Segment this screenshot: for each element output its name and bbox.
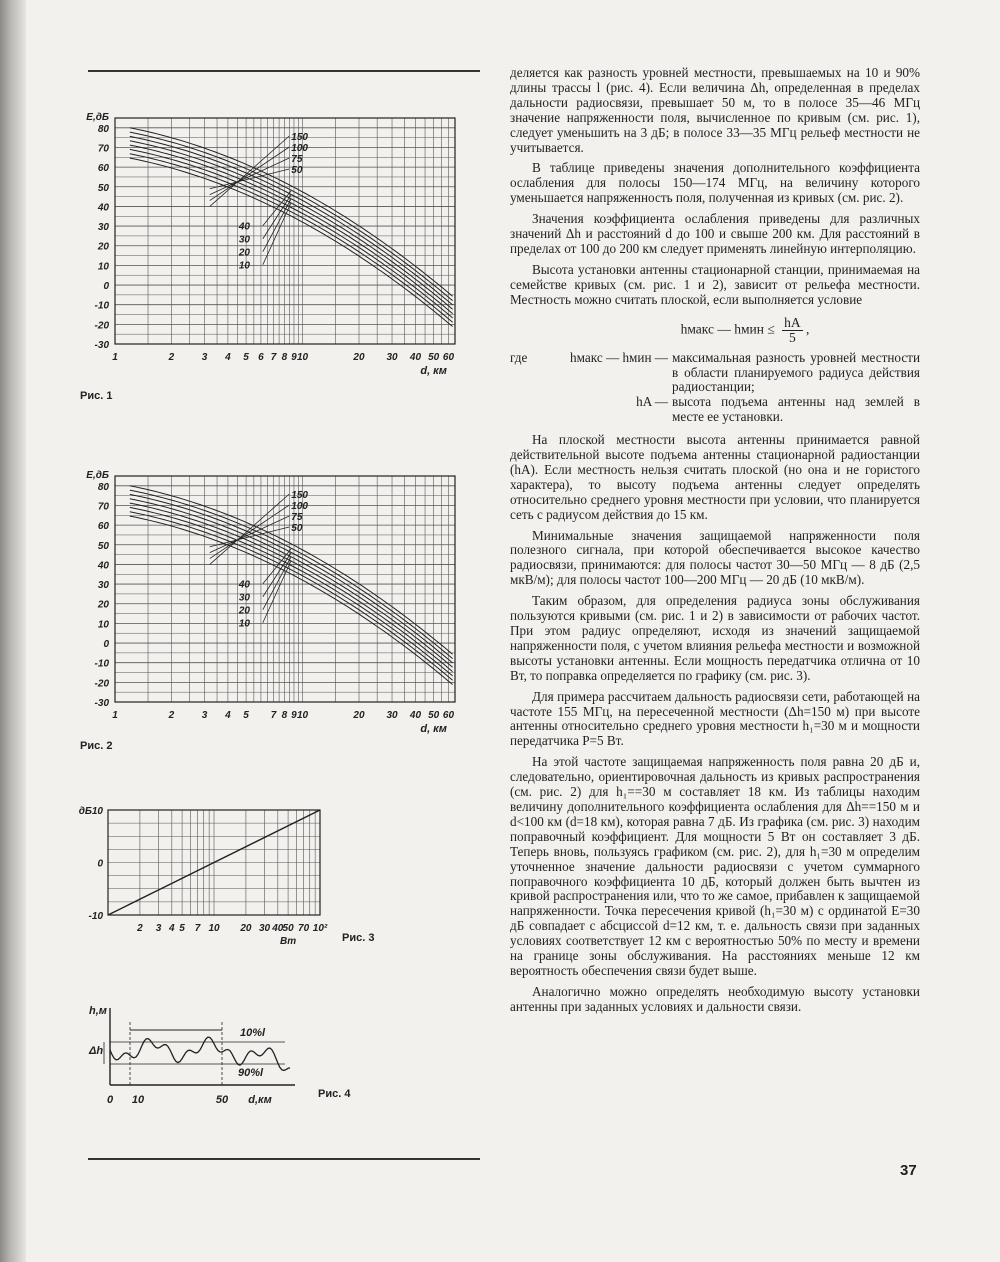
bottom-rule	[88, 1158, 480, 1160]
x-tick-label: 2	[168, 710, 175, 721]
curve-label: 100	[291, 143, 308, 154]
x-tick-label: 3	[155, 923, 162, 934]
figure-1-caption: Рис. 1	[80, 390, 113, 402]
y-tick-label: -10	[88, 911, 103, 922]
x-tick-label: 60	[442, 352, 455, 363]
y-tick-label: 70	[97, 143, 109, 155]
y-tick-label: 10	[97, 261, 109, 273]
x-axis-unit: Вт	[280, 936, 297, 947]
curve-label: 30	[238, 234, 250, 246]
y-tick-label: 50	[97, 540, 109, 552]
x-tick-label: 2	[137, 923, 143, 934]
formula-denominator: 5	[789, 329, 796, 345]
curve-label: 75	[291, 154, 303, 165]
definition-symbol: hмакс — hмин —	[570, 349, 668, 365]
curve-label: 150	[291, 132, 308, 143]
x-tick-label: 9	[291, 710, 297, 721]
paragraph: Значения коэффициента ослабления приведены для различных значений Δh и расстояний d до 100 и свыше 200 км. Для расстояний в пределах от 100 до 200 км следует применять линейную интерполяцию.	[510, 211, 920, 256]
y-tick-label: 50	[97, 182, 109, 194]
figure-2	[60, 462, 480, 752]
definition-text: максимальная разность уровней местности в области планируемого радиуса действия радиостанции;	[672, 349, 920, 395]
paragraph: Высота установки антенны стационарной станции, принимаемая на семействе кривых (см. рис. 1 и 2), зависит от рельефа местности. Местность можно считать плоской, если выполняется условие	[510, 261, 920, 307]
formula-numerator: hA	[784, 314, 801, 330]
curve-label: 150	[291, 490, 308, 501]
formula-fraction	[782, 316, 803, 345]
x-tick-label: 4	[225, 710, 231, 721]
paragraph: Для примера рассчитаем дальность радиосвязи сети, работающей на частоте 155 МГц, на пересеченной местности (Δh=150 м) при высоте антенны относительно среднего уровня местности h₁=30 м и мощности передатчика P=5 Вт.	[510, 688, 920, 749]
x-tick-label: 1	[112, 352, 118, 363]
delta-h-label: Δh	[88, 1045, 104, 1057]
x-tick-label: 3	[201, 710, 208, 721]
x-tick-label: 40	[409, 352, 422, 363]
x-tick-label: 20	[240, 923, 252, 934]
plot-frame	[115, 118, 455, 344]
level-10-label: 10%l	[240, 1027, 266, 1039]
curve-label: 10	[238, 260, 250, 272]
x-tick-label: 4	[225, 352, 231, 363]
formula-tail: ,	[806, 321, 810, 337]
y-axis-unit: E,дБ	[86, 470, 109, 481]
text-column	[510, 66, 920, 1021]
y-tick-label: -30	[94, 698, 109, 709]
figure-2-caption: Рис. 2	[80, 740, 113, 752]
x-tick-label: 5	[179, 923, 185, 934]
x-tick-label: 50	[282, 923, 294, 934]
x-tick-label: 10	[208, 923, 220, 934]
x-tick-label: 60	[442, 710, 455, 721]
x-tick-label: 30	[259, 923, 271, 934]
figure-1-plot	[60, 104, 480, 394]
y-tick-label: 20	[97, 599, 109, 611]
y-axis-unit: E,дБ	[86, 112, 109, 123]
x-tick-label: 7	[270, 352, 277, 363]
curve-label: 40	[238, 221, 250, 233]
leader-line	[263, 195, 291, 239]
curve-label: 100	[291, 501, 308, 512]
x-tick-label: 10	[131, 1094, 145, 1106]
figure-1	[60, 104, 480, 394]
plot-frame	[115, 476, 455, 702]
x-tick-label: 40	[409, 710, 422, 721]
y-tick-label: -20	[94, 678, 109, 690]
curve-label: 10	[238, 618, 250, 630]
x-axis-unit: d, км	[420, 723, 447, 735]
y-tick-label: -20	[94, 320, 109, 332]
y-tick-label: 0	[103, 281, 109, 293]
figure-2-plot	[60, 462, 480, 752]
definition-symbol: hA —	[636, 394, 668, 410]
x-tick-label: 7	[194, 923, 201, 934]
figure-4-caption: Рис. 4	[318, 1088, 351, 1100]
y-tick-label: -10	[94, 300, 109, 312]
curve-label: 40	[238, 579, 250, 591]
y-tick-label: 40	[97, 560, 109, 572]
page-binding-shadow	[0, 0, 26, 1262]
where-word: где	[510, 349, 528, 365]
curve-label: 50	[291, 165, 303, 176]
x-tick-label: 8	[281, 710, 288, 721]
y-tick-label: 60	[97, 163, 109, 175]
y-tick-label: -30	[94, 340, 109, 351]
curve-label: 30	[238, 592, 250, 604]
x-tick-label: 20	[353, 710, 365, 721]
y-tick-label: 60	[97, 521, 109, 533]
y-tick-label: 80	[97, 481, 109, 493]
x-tick-label: 2	[168, 352, 175, 363]
leader-line	[210, 505, 290, 559]
x-tick-label: 50	[428, 352, 440, 363]
x-tick-label: 9	[291, 352, 297, 363]
paragraph: Таким образом, для определения радиуса зоны обслуживания пользуются кривыми (см. рис. 1 и 2) в зависимости от рабочих частот. При этом радиус определяют, исходя из значений защищаемой напряженности поля, с учетом влияния рельефа местности и возможной высоты установки антенны. Если мощность передатчика отлична от 10 Вт, то поправка определяется по графику (см. рис. 3).	[510, 593, 920, 683]
leader-line	[263, 553, 291, 597]
y-axis-unit: h,м	[89, 1005, 107, 1017]
propagation-curve	[130, 158, 453, 326]
y-tick-label: 70	[97, 501, 109, 513]
propagation-curve	[130, 512, 453, 681]
x-axis-unit: d, км	[420, 365, 447, 377]
y-tick-label: 40	[97, 202, 109, 214]
propagation-curve	[130, 154, 453, 323]
definition-text: высота подъема антенны над землей в месте ее установки.	[672, 394, 920, 425]
x-tick-label: 4	[169, 923, 175, 934]
figure-4	[70, 1000, 310, 1110]
x-tick-label: 50	[215, 1094, 229, 1106]
paragraph: Минимальные значения защищаемой напряженности поля полезного сигнала, при которой обеспечивается высокое качество радиосвязи, принимаются: для полосы частот 30—50 МГц — 8 дБ (2,5 мкВ/м); для полосы частот 100—200 МГц — 20 дБ (10 мкВ/м).	[510, 527, 920, 588]
x-tick-label: 7	[270, 710, 277, 721]
paragraph: Аналогично можно определять необходимую высоту установки антенны при заданных условиях и дальности связи.	[510, 983, 920, 1014]
x-tick-label: 50	[428, 710, 440, 721]
y-tick-label: 80	[97, 123, 109, 135]
x-tick-label: 5	[243, 352, 249, 363]
y-tick-label: 30	[97, 222, 109, 234]
page-number: 37	[900, 1162, 917, 1179]
x-tick-label: 30	[386, 710, 398, 721]
x-tick-label: 70	[298, 923, 310, 934]
curve-label: 20	[238, 605, 250, 617]
curve-label: 50	[291, 523, 303, 534]
figure-3-plot	[70, 800, 340, 960]
x-tick-label: 10	[296, 710, 309, 721]
figure-4-plot	[70, 1000, 310, 1110]
formula	[570, 316, 920, 345]
y-tick-label: 20	[97, 241, 109, 253]
y-tick-label: 30	[97, 580, 109, 592]
x-tick-label: 6	[258, 352, 264, 363]
y-tick-label: 0	[97, 858, 103, 870]
paragraph: В таблице приведены значения дополнительного коэффициента ослабления для полосы 150—174 МГц, на величину которого уменьшается напряженность поля, полученная из кривых (см. рис. 2).	[510, 160, 920, 206]
x-tick-label: 30	[386, 352, 398, 363]
curve-label: 20	[238, 247, 250, 259]
x-tick-label: 0	[106, 1094, 114, 1106]
x-tick-label: 1	[112, 710, 118, 721]
definitions	[510, 351, 920, 426]
level-90-label: 90%l	[238, 1067, 264, 1079]
x-tick-label: 5	[243, 710, 249, 721]
paragraph: деляется как разность уровней местности, превышаемых на 10 и 90% длины трассы l (рис. 4). Если величина Δh, определенная в пределах дальности радиосвязи, превышает 50 м, то в полосе 35—46 МГц значение напряженности поля, вычисленное по кривым (см. рис. 1), следует уменьшить на 3 дБ; в полосе 33—35 МГц рельеф местности не учитывается.	[510, 65, 920, 155]
paragraph: На этой частоте защищаемая напряженность поля равна 20 дБ и, следовательно, ориентировочная дальность из кривых распространения (см. рис. 2) для h₁==30 м составляет 18 км. Из таблицы находим величину дополнительного коэффициента ослабления для Δh==150 м и d<100 км (d=18 км), которая равна 7 дБ. Из графика (см. рис. 3) находим поправочный коэффициент. Для мощности 5 Вт он составляет 3 дБ. Теперь вновь, пользуясь графиком (см. рис. 2), для h₁=30 м определим уточненное значение дальности радиосвязи с учетом суммарного поправочного коэффициента 10 дБ, который должен быть вычтен из кривой распространения или, что то же самое, прибавлен к защищаемой напряженности. Точка пересечения кривой (h₁=30 м) с ординатой E=30 дБ совпадает с абсциссой d=12 км, т. е. дальность связи при заданных условиях соответствует 12 км с вероятностью 50% по месту и времени на границе зоны обслуживания. На расстояниях меньше 12 км вероятность обеспечения связи будет выше.	[510, 754, 920, 978]
y-tick-label: 10	[91, 806, 103, 817]
x-tick-label: 40	[272, 923, 284, 934]
propagation-curve	[130, 516, 453, 684]
top-rule	[88, 70, 480, 72]
x-tick-label: 10	[296, 352, 309, 363]
x-tick-label: 20	[353, 352, 365, 363]
paragraph: На плоской местности высота антенны принимается равной действительной высоте подъема антенны стационарной радиостанции (hA). Если местность нельзя считать плоской (но она и не гористого характера), то высоту подъема антенны следует определять относительно среднего уровня местности при условии, что планируется сеть с радиусом действия до 15 км.	[510, 432, 920, 522]
figure-3-caption: Рис. 3	[342, 932, 375, 944]
leader-line	[210, 147, 290, 201]
x-tick-label: 3	[201, 352, 208, 363]
figure-3	[70, 800, 340, 960]
y-tick-label: -10	[94, 658, 109, 670]
y-tick-label: 0	[103, 639, 109, 651]
curve-label: 75	[291, 512, 303, 523]
y-tick-label: 10	[97, 619, 109, 631]
y-axis-unit: дБ	[78, 806, 92, 817]
formula-left: hмакс — hмин ≤	[680, 321, 775, 337]
x-axis-unit: d,км	[248, 1094, 272, 1106]
x-tick-label: 10²	[312, 923, 328, 934]
x-tick-label: 8	[281, 352, 288, 363]
